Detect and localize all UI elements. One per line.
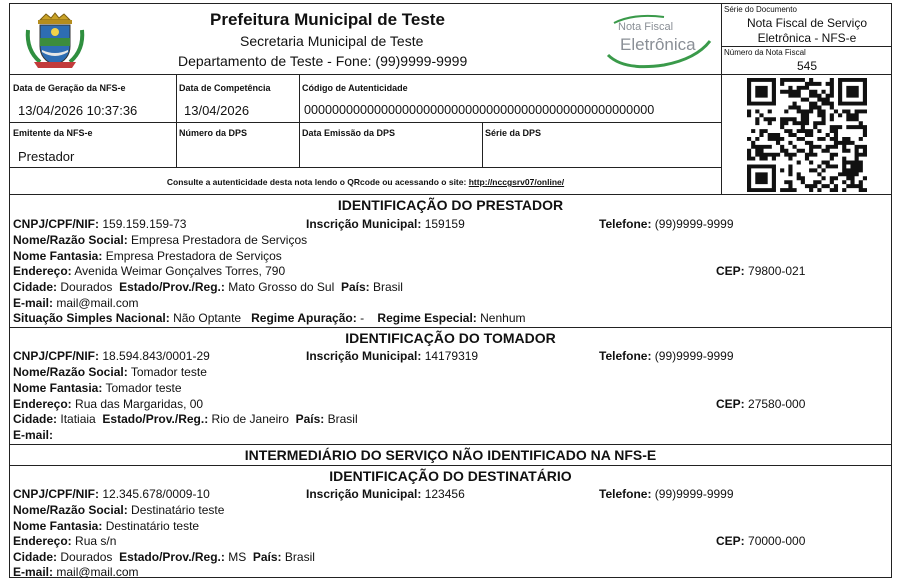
consulta-link[interactable]: http://nccgsrv07/online/ <box>468 177 565 187</box>
data-geracao-label: Data de Geração da NFS-e <box>13 83 126 93</box>
serie-documento-value-1: Nota Fiscal de Serviço <box>746 16 868 30</box>
tomador-fantasia: Nome Fantasia: Tomador teste <box>13 381 182 395</box>
serie-documento-value-2: Eletrônica - NFS-e <box>757 31 857 45</box>
destinatario-cidade: Cidade: Dourados Estado/Prov./Reg.: MS País: Brasil <box>13 550 315 564</box>
intermediario-section-title: INTERMEDIÁRIO DO SERVIÇO NÃO IDENTIFICADO NA NFS-E <box>244 447 657 463</box>
nfse-document <box>9 3 892 578</box>
tomador-section-title: IDENTIFICAÇÃO DO TOMADOR <box>345 330 556 346</box>
prestador-inscricao: Inscrição Municipal: 159159 <box>306 217 465 231</box>
destinatario-cep: CEP: 70000-000 <box>716 534 806 548</box>
tomador-inscricao: Inscrição Municipal: 14179319 <box>306 349 479 363</box>
tomador-nome: Nome/Razão Social: Tomador teste <box>13 365 207 379</box>
emitente-value: Prestador <box>18 149 75 164</box>
prestador-endereco: Endereço: Avenida Weimar Gonçalves Torres, 790 <box>13 264 286 278</box>
consulta-text: Consulte a autenticidade desta nota lendo o QRcode ou acessando o site: <box>166 177 467 187</box>
consulta-autenticidade-text <box>10 177 721 187</box>
prestador-nome: Nome/Razão Social: Empresa Prestadora de Serviços <box>13 233 308 247</box>
destinatario-endereco: Endereço: Rua s/n <box>13 534 117 548</box>
logo-text-bottom: Eletrônica <box>620 35 696 54</box>
destinatario-inscricao: Inscrição Municipal: 123456 <box>306 487 465 501</box>
data-competencia-label: Data de Competência <box>179 83 271 93</box>
destinatario-email: E-mail: mail@mail.com <box>13 565 139 579</box>
departamento-title: Departamento de Teste - Fone: (99)9999-9999 <box>178 53 468 69</box>
serie-dps-label: Série da DPS <box>485 128 542 138</box>
destinatario-section-title: IDENTIFICAÇÃO DO DESTINATÁRIO <box>329 468 572 484</box>
data-geracao-value: 13/04/2026 10:37:36 <box>18 103 138 118</box>
prestador-cep: CEP: 79800-021 <box>716 264 806 278</box>
secretaria-title: Secretaria Municipal de Teste <box>240 33 424 49</box>
prestador-cnpj: CNPJ/CPF/NIF: 159.159.159-73 <box>13 217 187 231</box>
prestador-email: E-mail: mail@mail.com <box>13 296 139 310</box>
nota-fiscal-eletronica-logo <box>604 11 714 69</box>
prestador-cidade: Cidade: Dourados Estado/Prov./Reg.: Mato Grosso do Sul País: Brasil <box>13 280 403 294</box>
destinatario-telefone: Telefone: (99)9999-9999 <box>599 487 734 501</box>
prestador-section-title: IDENTIFICAÇÃO DO PRESTADOR <box>337 197 564 213</box>
tomador-email: E-mail: <box>13 428 54 442</box>
tomador-endereco: Endereço: Rua das Margaridas, 00 <box>13 397 204 411</box>
numero-nota-label: Número da Nota Fiscal <box>724 48 806 57</box>
destinatario-nome: Nome/Razão Social: Destinatário teste <box>13 503 225 517</box>
serie-documento-label: Série do Documento <box>724 5 797 14</box>
tomador-cep: CEP: 27580-000 <box>716 397 806 411</box>
prestador-fantasia: Nome Fantasia: Empresa Prestadora de Serviços <box>13 249 282 263</box>
logo-text-top: Nota Fiscal <box>618 21 674 33</box>
data-competencia-value: 13/04/2026 <box>184 103 250 118</box>
municipal-coat-of-arms-icon <box>20 10 90 72</box>
emitente-label: Emitente da NFS-e <box>13 128 93 138</box>
prefeitura-title: Prefeitura Municipal de Teste <box>210 10 445 29</box>
destinatario-fantasia: Nome Fantasia: Destinatário teste <box>13 519 200 533</box>
codigo-autenticidade-label: Código de Autenticidade <box>302 83 408 93</box>
data-emissao-dps-label: Data Emissão da DPS <box>302 128 396 138</box>
tomador-cidade: Cidade: Itatiaia Estado/Prov./Reg.: Rio de Janeiro País: Brasil <box>13 412 358 426</box>
tomador-cnpj: CNPJ/CPF/NIF: 18.594.843/0001-29 <box>13 349 210 363</box>
prestador-regime: Situação Simples Nacional: Não Optante Regime Apuração: - Regime Especial: Nenhum <box>13 311 526 325</box>
codigo-autenticidade-value: 00000000000000000000000000000000000000000000000000 <box>304 103 655 117</box>
qrcode-icon <box>747 78 867 192</box>
destinatario-cnpj: CNPJ/CPF/NIF: 12.345.678/0009-10 <box>13 487 210 501</box>
numero-nota-value: 545 <box>796 59 818 73</box>
numero-dps-label: Número da DPS <box>179 128 248 138</box>
tomador-telefone: Telefone: (99)9999-9999 <box>599 349 734 363</box>
prestador-telefone: Telefone: (99)9999-9999 <box>599 217 734 231</box>
